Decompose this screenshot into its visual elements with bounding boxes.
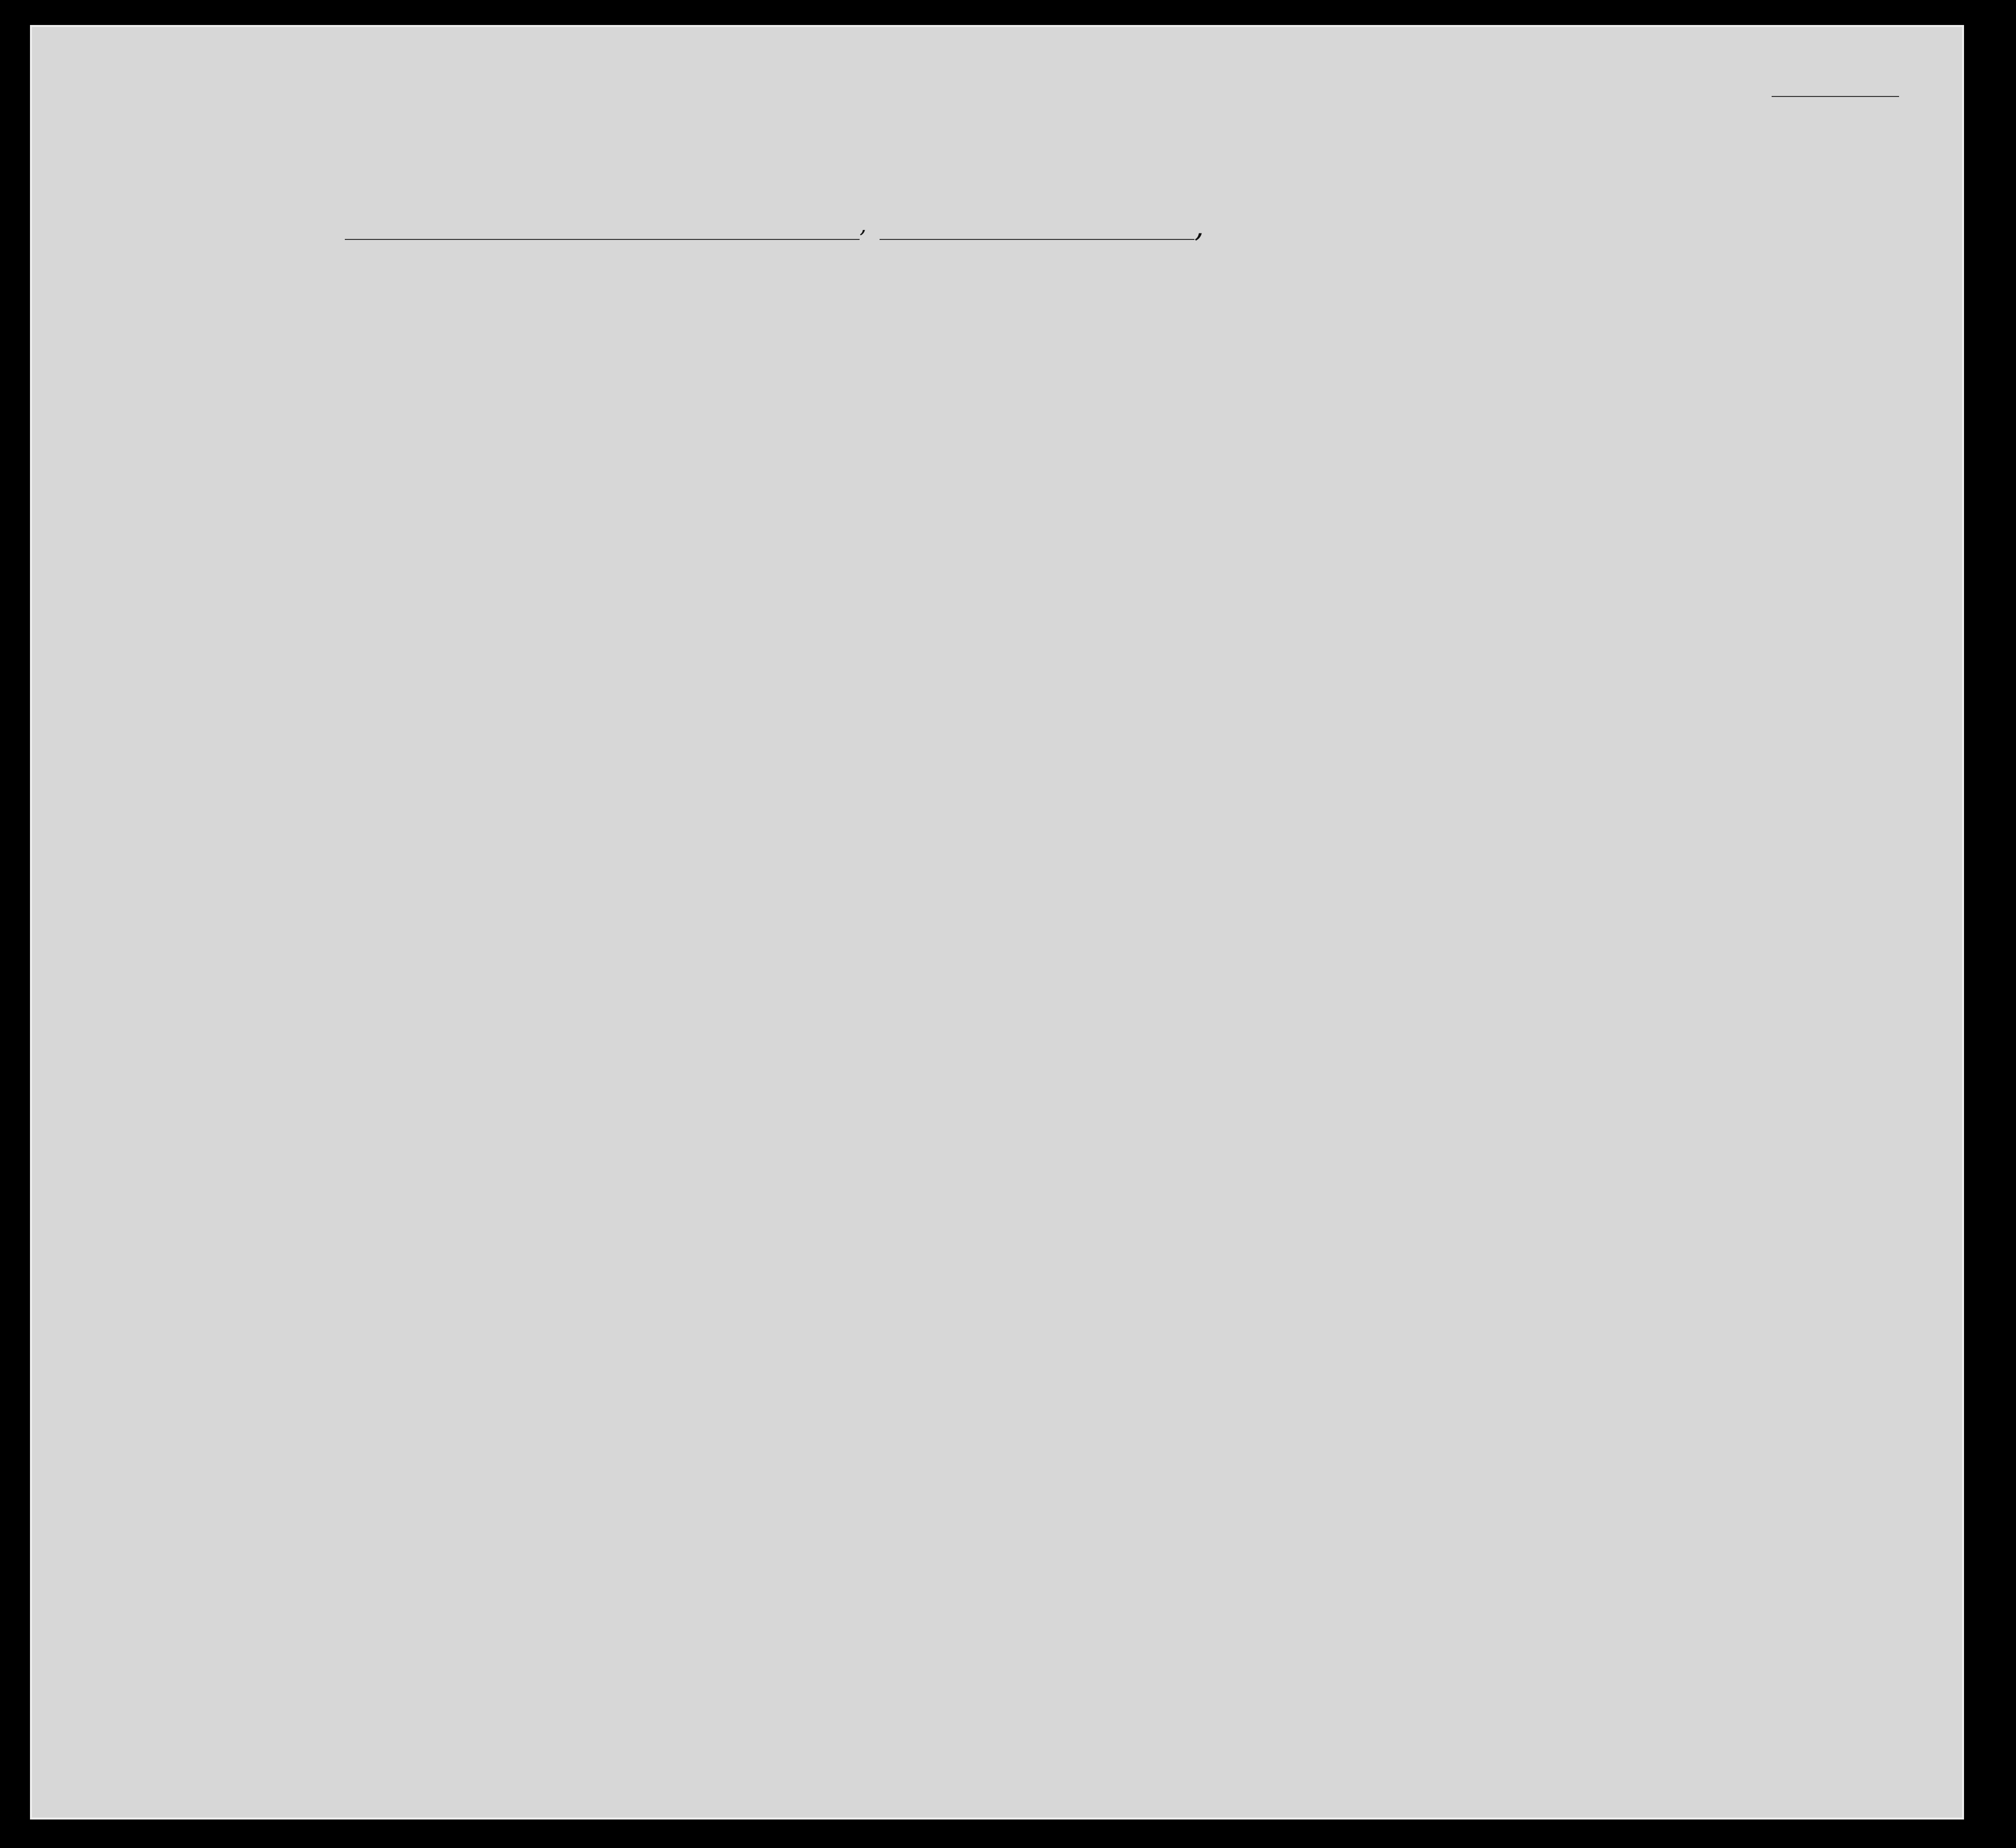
manifest-page	[30, 25, 1964, 1820]
